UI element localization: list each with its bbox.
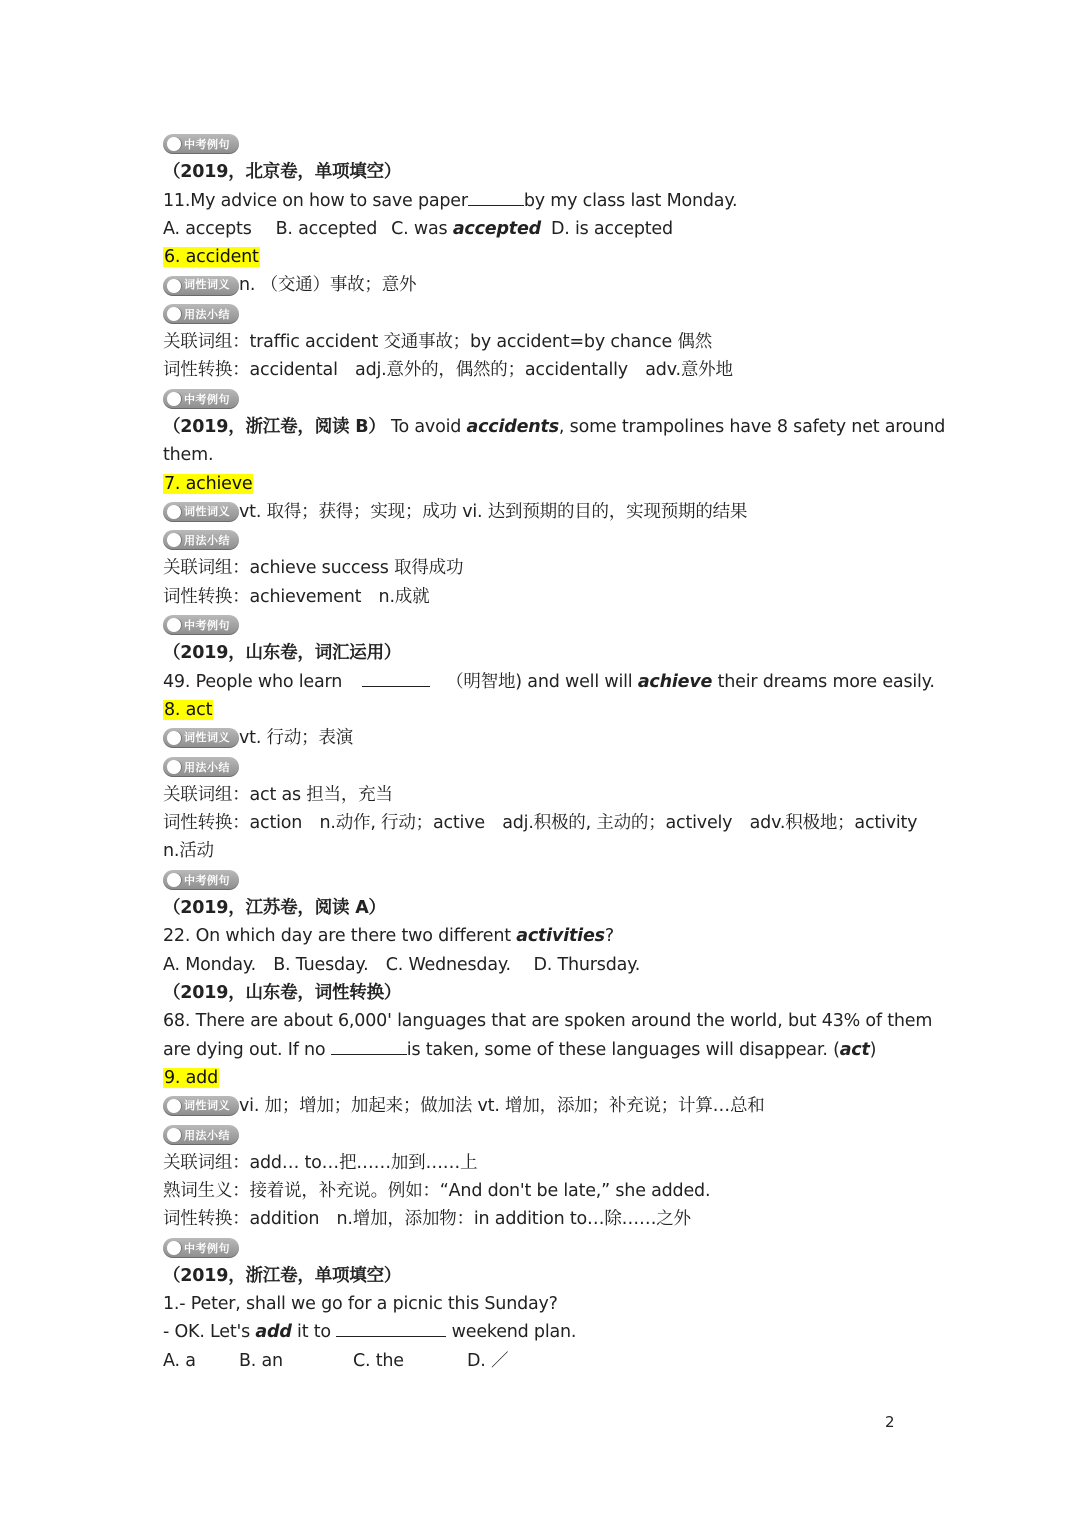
question-line: 68. There are about 6,000' languages that are spoken around the world, but 43% of them [163,1011,933,1032]
page-content [163,130,946,1375]
usage-tag: 用法小结 [163,304,239,324]
question-line: 1.- Peter, shall we go for a picnic this Sunday? [163,1294,558,1315]
convert-line: 词性转换：action n.动作, 行动；active adj.积极的, 主动的；actively adv.积极地；activity [163,813,918,834]
meaning-line: 词性词义 vt. 行动；表演 [163,724,923,752]
question-line: 22. On which day are there two different activities? [163,926,614,947]
example-tag: 中考例句 [163,134,239,154]
word-heading: 6. accident [164,247,259,268]
source-line: （2019，北京卷，单项填空） [163,162,402,183]
convert-line: 词性转换：achievement n.成就 [163,586,430,607]
options-line: A. accepts B. accepted C. was accepted D. is accepted [163,218,673,239]
question-line-cont: are dying out. If no is taken, some of these languages will disappear. (act) [163,1039,877,1060]
convert-line-cont: n.活动 [163,841,214,862]
meaning-tag: 词性词义 [163,1096,239,1116]
word-heading: 9. add [164,1067,219,1088]
options-line: A. a B. an C. the D. ／ [163,1350,509,1371]
example-tag-row [163,385,923,413]
word-heading: 7. achieve [164,473,253,494]
answer-blank [331,1038,407,1055]
example-tag: 中考例句 [163,1238,239,1258]
options-line: A. Monday. B. Tuesday. C. Wednesday. D. Thursday. [163,954,641,975]
source-line: （2019，山东卷，词性转换） [163,982,402,1003]
word-heading: 8. act [164,699,213,720]
meaning-tag: 词性词义 [163,502,239,522]
usage-tag-row [163,753,923,781]
convert-line: 词性转换：accidental adj.意外的，偶然的；accidentally adv.意外地 [163,360,733,381]
question-line-cont: - OK. Let's add it to weekend plan. [163,1322,577,1343]
question-line: 49. People who learn （明智地) and well will achieve their dreams more easily. [163,671,935,692]
example-line: （2019，浙江卷，阅读 B） To avoid accidents, some trampolines have 8 safety net around [163,416,946,437]
usage-tag: 用法小结 [163,530,239,550]
example-tag-row [163,1234,923,1262]
meaning-tag: 词性词义 [163,728,239,748]
usage-tag-row [163,526,923,554]
usage-tag-row [163,300,923,328]
example-tag-row [163,130,923,158]
answer-blank [362,670,430,687]
example-line-cont: them. [163,445,214,466]
source-line: （2019，山东卷，词汇运用） [163,643,402,664]
phrase-line: 关联词组：achieve success 取得成功 [163,558,464,579]
example-tag-row [163,866,923,894]
convert-line: 词性转换：addition n.增加，添加物：in addition to…除……之外 [163,1209,691,1230]
meaning-line: 词性词义 vi. 加；增加；加起来；做加法 vt. 增加，添加；补充说；计算…总和 [163,1092,923,1120]
phrase-line: 关联词组：add… to…把……加到……上 [163,1152,478,1173]
meaning-line: 词性词义 n. （交通）事故；意外 [163,271,923,299]
answer-blank [468,189,524,206]
example-tag: 中考例句 [163,389,239,409]
source-line: （2019，江苏卷，阅读 A） [163,898,386,919]
phrase-line: 关联词组：traffic accident 交通事故；by accident=by chance 偶然 [163,332,713,353]
usage-tag: 用法小结 [163,757,239,777]
example-tag: 中考例句 [163,870,239,890]
page-number: 2 [885,1413,895,1431]
question-line: 11.My advice on how to save paper by my class last Monday. [163,190,738,211]
example-tag-row [163,611,923,639]
source-line: （2019，浙江卷，单项填空） [163,1265,402,1286]
meaning-tag: 词性词义 [163,276,239,296]
usage-tag-row [163,1120,923,1148]
example-tag: 中考例句 [163,615,239,635]
usage-tag: 用法小结 [163,1125,239,1145]
meaning-line: 词性词义 vt. 取得；获得；实现；成功 vi. 达到预期的目的，实现预期的结果 [163,498,923,526]
answer-blank [336,1321,446,1338]
phrase-line: 关联词组：act as 担当，充当 [163,784,393,805]
familiar-meaning-line: 熟词生义：接着说，补充说。例如：“And don't be late,” she added. [163,1180,711,1201]
